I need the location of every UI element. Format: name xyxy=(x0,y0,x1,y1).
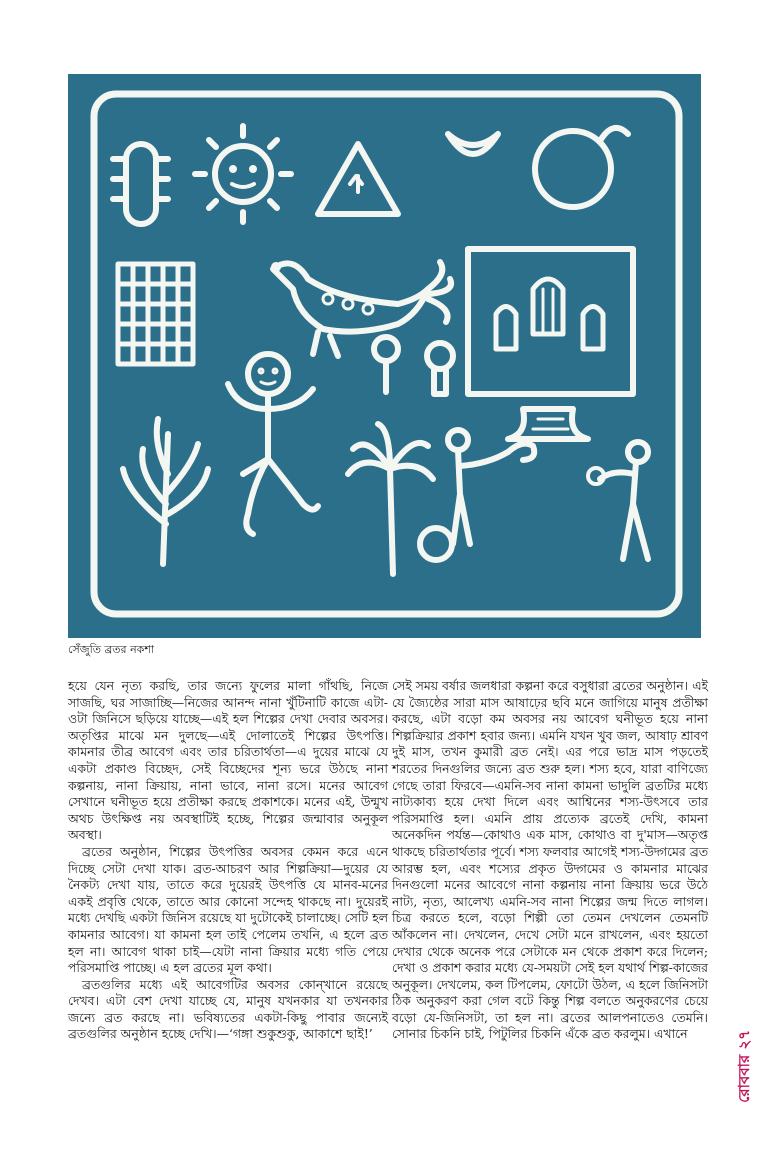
plant-motif-left xyxy=(123,419,208,564)
paragraph: সেই সময় বর্ষার জলধারা কল্পনা করে বসুধারা ব্রতের অনুষ্ঠান। এই যে জ্যৈষ্ঠের সারা মাস আষাঢ়ের ছবি মনে জাগিয়ে মানুষ প্রতীক্ষা করছে, এটা বড়ো কম অবসর নয় আবেগ ঘনীভূত হয়ে নানা শিল্পক্রিয়ার প্রকাশ হবার জন্য। এমনি যখন খুব জল, আষাঢ় শ্রাবণ দুই মাস, তখন কুমারী ব্রত নেই। এর পরে ভাদ্র মাস পড়তেই শরতের দিনগুলির জন্যে ব্রত শুরু হল। শস্য হবে, যারা বাণিজ্যে গেছে তারা ফিরবে—এমনি-সব নানা কামনা ভাদুলি ব্রতটির মধ্যে নাট্যকাব্য হয়ে দেখা দিলে এবং আশ্বিনের শস্য-উৎসবে তার পরিসমাপ্তি হল। এমনি প্রায় প্রত্যেক ব্রতেই দেখি, কামনা অনেকদিন পর্যন্ত—কোথাও এক মাস, কোথাও বা দু'মাস—অতৃপ্ত থাকছে চরিতার্থতার পূর্বে। শস্য ফলবার আগেই শস্য-উদ্গমের ব্রত আরম্ভ হল, এবং শস্যের প্রকৃত উদ্গমের ও কামনার মাঝের দিনগুলো মনের আবেগে নানা কল্পনায় নানা ক্রিয়ায় ভরে উঠে নাট্য, নৃত্য, আলেখ্য এমনি-সব নানা শিল্পের জন্ম দিতে লাগল। চিত্র করতে হলে, বড়ো শিল্পী তো তেমন দেখলেন তেমনটি আঁকলেন না। দেখলেন, দেখে সেটা মনে রাখলেন, এবং হয়তো দেখার থেকে অনেক পরে সেটাকে মন থেকে প্রকাশ করে দিলেন; দেখা ও প্রকাশ করার মধ্যে যে-সময়টা সেই হল যথার্থ শিল্প-কাজের অনুকূল। দেখলেম, কল টিপলেম, ফোটো উঠল, এ হলে জিনিসটা ঠিক অনুকরণ করা গেল বটে কিন্তু শিল্প বলতে অনুকরণের চেয়ে বড়ো যে-জিনিসটা, তা হল না। ব্রতের আলপনাতেও তেমনি। সোনার চিকনি চাই, পিটুলির চিকনি এঁকে ব্রত করলুম। এখানে xyxy=(392,678,708,1042)
worker-figure-right xyxy=(588,442,648,559)
triangle-motif xyxy=(318,144,398,214)
oval-motif xyxy=(113,144,168,224)
figure-caption: সেঁজুতি ব্রতর নকশা xyxy=(68,643,155,656)
grid-motif xyxy=(118,264,193,364)
text-column-left xyxy=(68,678,388,1043)
page-sidebar-label: রোববার ২৭ xyxy=(735,1030,753,1103)
moon-motif xyxy=(448,134,498,154)
paragraph: হয়ে যেন নৃত্য করছি, তার জন্যে ফুলের মালা গাঁথছি, নিজে সাজছি, ঘর সাজাচ্ছি—নিজের আনন্দ নানা খুঁটিনাটি কাজে এটা-ওটা জিনিসে ছড়িয়ে যাচ্ছে—এই হল শিল্পের দেখা দেবার অবসর। অতৃপ্তির মাঝে মন দুলছে—এই দোলাতেই শিল্পের উৎপত্তি। কামনার তীব্র আবেগ এবং তার চরিতার্থতা—এ দুয়ের মাঝে যে একটা প্রকাণ্ড বিচ্ছেদ, সেই বিচ্ছেদের শূন্য ভরে উঠছে নানা কল্পনায়, নানা ক্রিয়ায়, নানা ভাবে, নানা রসে। মনের আবেগ সেখানে ঘনীভূত হয়ে প্রতীক্ষা করছে প্রকাশকে। মনের এই, উন্মুখ অথচ উৎক্ষিপ্ত নয় অবস্থাটিই হচ্ছে, শিল্পের জন্মাবার অনুকূল অবস্থা। xyxy=(68,678,388,843)
alpona-frame xyxy=(94,94,679,614)
worker-figure-left xyxy=(448,430,534,544)
circle-motif xyxy=(535,128,628,207)
alpona-illustration xyxy=(68,74,701,638)
ball-motif xyxy=(420,528,452,560)
paragraph: ব্রতের অনুষ্ঠান, শিল্পের উৎপত্তির অবসর কেমন করে এনে দিচ্ছে সেটা দেখা যাক। ব্রত-আচরণ আর শিল্পক্রিয়া—দুয়ের যে নৈকট্য দেখা যায়, তাতে করে দুয়েরই উৎপত্তি যে মানব-মনের একই প্রবৃত্তি থেকে, তাতে আর কোনো সন্দেহ থাকছে না। দুয়েরই মধ্যে দেখছি একটা জিনিস রয়েছে যা দুটোকেই চালাচ্ছে। সেটি হল কামনার আবেগ। যা কামনা হল তাই পেলেম তখনি, এ হলে ব্রত হল না। আবেগ থাকা চাই—যেটা নানা ক্রিয়ার মধ্যে গতি পেয়ে পরিসমাপ্তি পাচ্ছে। এ হল ব্রতের মূল কথা। xyxy=(68,843,388,976)
human-figure-motif xyxy=(228,354,318,534)
paragraph: ব্রতগুলির মধ্যে এই আবেগটির অবসর কোন্‌খানে রয়েছে দেখব। এটা বেশ দেখা যাচ্ছে যে, মানুষ যখনকার যা তখনকার জন্যে ব্রত করছে না। ভবিষ্যতের একটা-কিছু পাবার জন্যেই ব্রতগুলির অনুষ্ঠান হচ্ছে দেখি।—‘গঙ্গা শুকুশুকু, আকাশে ছাই!’ xyxy=(68,976,388,1042)
sun-motif xyxy=(195,126,291,222)
house-motif xyxy=(468,249,633,439)
text-column-right xyxy=(392,678,708,1043)
key-motifs xyxy=(374,337,453,394)
bird-motif xyxy=(273,262,451,356)
